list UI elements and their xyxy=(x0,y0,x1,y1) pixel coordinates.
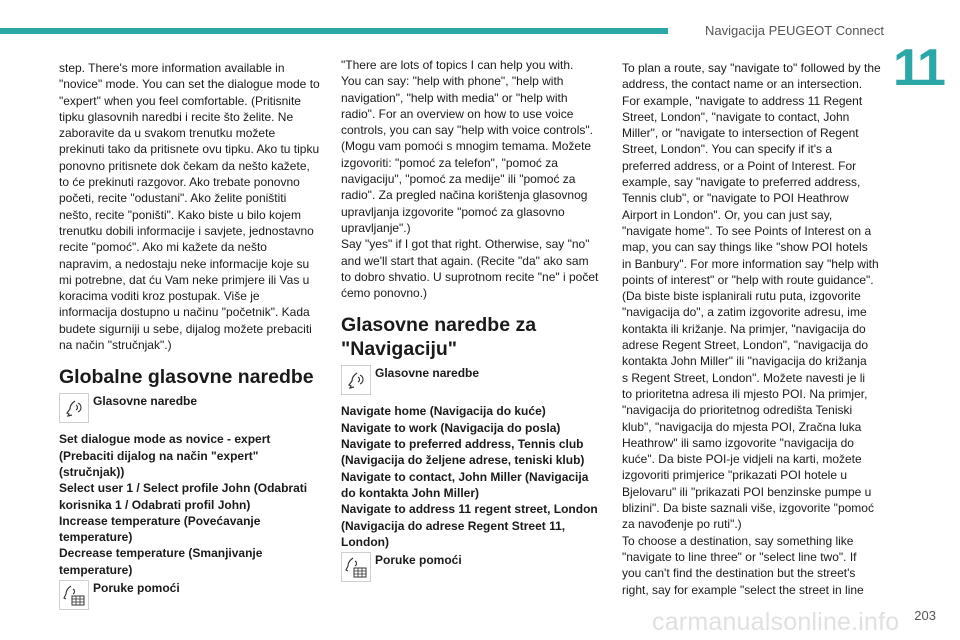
column-1 xyxy=(59,60,324,618)
help-messages-label: Poruke pomoći xyxy=(93,581,180,596)
voice-commands-label: Glasovne naredbe xyxy=(93,394,198,409)
route-planning-paragraph: To plan a route, say "navigate to" followed by the address, the contact name or an intersection. For example, "navigate to address 11 Regent Street, London", "navigate to contact, John Miller", or "navigate to intersection of Regent Street, London". You can specify if it's a preferred address, or a Point of Interest. For example, say "navigate to preferred address, Tennis club", or "navigate to POI Heathrow Airport in London". Or, you can just say, "navigate home". To see Points of Interest on a map, you can say things like "show POI hotels in Banbury". For more information say "help with points of interest" or "help with route guidance". (Da biste biste isplanirali rutu puta, izgovorite "navigacija do", a zatim izgovorite adresu, ime kontakta ili križanje. Na primjer, "navigacija do adrese Regent Street, London", "navigacija do kontakta John Miller" ili "navigacija do križanja s Regent Street, London". Možete navesti je li to prioritetna adresa ili mjesto POI. Na primjer, "navigacija do prioritetnog odredišta Teniski klub", "navigacija do mjesta POI, Zračna luka Heathrow" ili samo izgovorite "navigacija do kuće". Da biste POI-je vidjeli na karti, možete izgovoriti primjerice "prikazati POI hotele u Bjelovaru" ili "prikazati POI benzinske pumpe u blizini". Da biste saznali više, izgovorite "pomoć za navođenje po ruti".) To choose a destination, say something like "navigate to line three" or "select line two". If you can't find the destination but the street's right, say for example "select the street in line xyxy=(622,61,881,597)
command-list: Navigate home (Navigacija do kuće) Navigate to work (Navigacija do posla) Navigate to preferred address, Tennis club (Navigacija do željene adrese, teniski klub) Navigate to contact, John Miller (Navigacija do kontakta John Miller) Navigate to address 11 regent street, London (Navigacija do adrese Regent Street 11, London) xyxy=(341,404,598,549)
voice-commands-label-row xyxy=(59,393,324,423)
intro-paragraph: step. There's more information available in "novice" mode. You can set the dialogue mode to "expert" when you feel comfortable. (Pritisnite tipku glasovnih naredbi i recite što želite. Ne zaboravite da u svakom trenutku možete prekinuti tako da pritisnete ovu tipku. Ako tu tipku ponovno pritisnete dok čekam da nešto kažete, to će prekinuti razgovor. Ako trebate ponovno početi, recite "odustani". Ako želite poništiti nešto, recite "poništi". Kako biste u bilo kojem trenutku dobili informacije i savjete, jednostavno recite "pomoć". Ako mi kažete da nešto napravim, a nedostaju neke informacije koje su mi potrebne, dat ću Vam neke primjere ili Vas u koracima voditi kroz postupak. Više je informacija dostupno u načinu "početnik". Kada budete sigurniji u sebe, dijalog možete prebaciti na način "stručnjak".) xyxy=(59,61,320,353)
voice-command-icon xyxy=(341,365,371,395)
voice-commands-label-row xyxy=(341,365,606,395)
help-messages-label: Poruke pomoći xyxy=(375,553,462,568)
help-messages-icon xyxy=(59,580,89,610)
column-3 xyxy=(622,60,888,598)
watermark: carmanualsonline.info xyxy=(652,608,900,636)
voice-commands-label: Glasovne naredbe xyxy=(375,366,480,381)
help-messages-icon xyxy=(341,552,371,582)
voice-command-icon xyxy=(59,393,89,423)
section-heading: Glasovne naredbe za "Navigaciju" xyxy=(341,314,537,361)
help-messages-label-row xyxy=(59,580,324,610)
chapter-number: 11 xyxy=(893,39,944,97)
command-list: Set dialogue mode as novice - expert (Prebaciti dijalog na način "expert" (stručnjak)) Select user 1 / Select profile John (Odabrati korisnika 1 / Odabrati profil John) Increase temperature (Povećavanje temperature) Decrease temperature (Smanjivanje temperature) xyxy=(59,432,308,577)
intro-paragraph: "There are lots of topics I can help you with. You can say: "help with phone", "help with navigation", "help with media" or "help with radio". For an overview on how to use voice controls, you can say "help with voice controls". (Mogu vam pomoći s mnogim temama. Možete izgovoriti: "pomoć za telefon", "pomoć za navigaciju", "pomoć za medije" ili "pomoć za radio". Za pregled načina korištenja glasovnog upravljanja izgovorite "pomoć za glasovno upravljanje".) Say "yes" if I got that right. Otherwise, say "no" and we'll start that again. (Recite "da" ako sam to dobro shvatio. U suprotnom recite "ne" i počet ćemo ponovno.) xyxy=(341,58,599,301)
section-heading: Globalne glasovne naredbe xyxy=(59,366,314,389)
page-number: 203 xyxy=(914,608,936,623)
header-accent-bar xyxy=(0,28,668,34)
section-title: Navigacija PEUGEOT Connect xyxy=(705,23,884,38)
help-messages-label-row xyxy=(341,552,606,582)
column-2 xyxy=(341,57,606,590)
